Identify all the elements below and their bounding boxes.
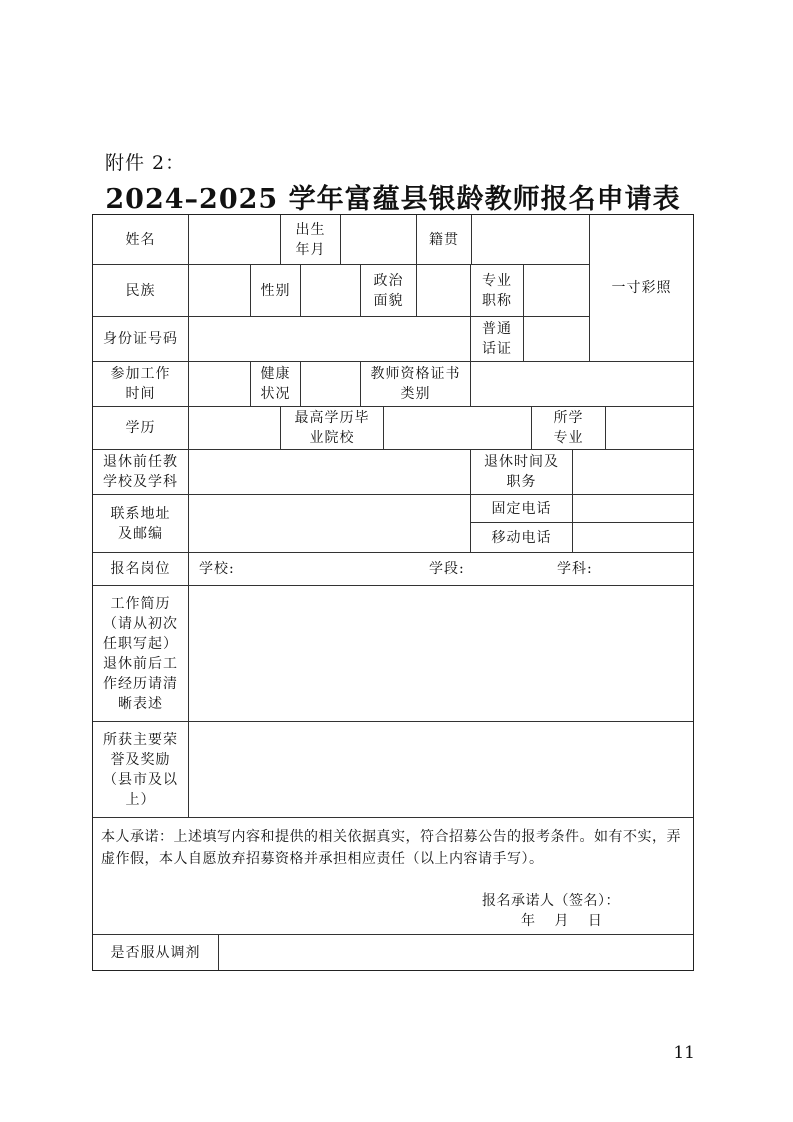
position-field[interactable]: [189, 553, 693, 586]
graduate-school-label: 最高学历毕 业院校: [281, 407, 384, 450]
page-title: 2024–2025 学年富蕴县银龄教师报名申请表: [105, 184, 681, 215]
ethnicity-label: 民族: [93, 265, 189, 317]
obey-adjust-label: 是否服从调剂: [93, 935, 219, 970]
professional-title-label: 专业 职称: [471, 265, 524, 317]
address-field[interactable]: [189, 495, 471, 553]
major-field[interactable]: [606, 407, 693, 450]
mobile-label: 移动电话: [471, 523, 573, 553]
mandarin-cert-label: 普通 话证: [471, 317, 524, 362]
teacher-cert-field[interactable]: [471, 362, 693, 407]
graduate-school-field[interactable]: [384, 407, 532, 450]
former-school-label: 退休前任教 学校及学科: [93, 450, 189, 495]
education-field[interactable]: [189, 407, 281, 450]
photo-box[interactable]: 一寸彩照: [590, 215, 693, 362]
gender-field[interactable]: [301, 265, 361, 317]
teacher-cert-label: 教师资格证书 类别: [361, 362, 471, 407]
position-label: 报名岗位: [93, 553, 189, 586]
honors-field[interactable]: [189, 722, 693, 818]
pledge-date-label: 年 月 日: [521, 913, 603, 929]
health-label: 健康 状况: [251, 362, 301, 407]
health-field[interactable]: [301, 362, 361, 407]
education-label: 学历: [93, 407, 189, 450]
id-number-label: 身份证号码: [93, 317, 189, 362]
birth-label: 出生 年月: [281, 215, 341, 265]
political-status-label: 政治 面貌: [361, 265, 417, 317]
name-field[interactable]: [189, 215, 281, 265]
ethnicity-field[interactable]: [189, 265, 251, 317]
application-form: [92, 214, 694, 971]
birth-field[interactable]: [341, 215, 417, 265]
professional-title-field[interactable]: [524, 265, 590, 317]
honors-label: 所获主要荣 誉及奖励 （县市及以 上）: [93, 722, 189, 818]
resume-field[interactable]: [189, 586, 693, 722]
stage-label: 学段:: [429, 561, 465, 577]
native-place-field[interactable]: [472, 215, 590, 265]
id-number-field[interactable]: [189, 317, 471, 362]
gender-label: 性别: [251, 265, 301, 317]
address-label: 联系地址 及邮编: [93, 495, 189, 553]
work-start-field[interactable]: [189, 362, 251, 407]
former-school-field[interactable]: [189, 450, 471, 495]
political-status-field[interactable]: [417, 265, 471, 317]
attachment-label: 附件 2：: [105, 152, 186, 174]
page-number: 11: [673, 1043, 695, 1063]
retire-time-label: 退休时间及 职务: [471, 450, 573, 495]
pledge-section: [93, 818, 693, 935]
pledge-signature-label: 报名承诺人（签名）：: [482, 893, 620, 909]
retire-time-field[interactable]: [573, 450, 693, 495]
pledge-text: 本人承诺：上述填写内容和提供的相关依据真实，符合招募公告的报考条件。如有不实，弄虚作假，本人自愿放弃招募资格并承担相应责任（以上内容请手写）。: [101, 829, 681, 867]
native-place-label: 籍贯: [417, 215, 472, 265]
mandarin-cert-field[interactable]: [524, 317, 590, 362]
landline-field[interactable]: [573, 495, 693, 523]
major-label: 所学 专业: [532, 407, 606, 450]
work-start-label: 参加工作 时间: [93, 362, 189, 407]
name-label: 姓名: [93, 215, 189, 265]
mobile-field[interactable]: [573, 523, 693, 553]
school-label: 学校:: [199, 561, 235, 577]
obey-adjust-field[interactable]: [219, 935, 693, 970]
subject-label: 学科:: [557, 561, 593, 577]
resume-label: 工作简历 （请从初次 任职写起） 退休前后工 作经历请清 晰表述: [93, 586, 189, 722]
landline-label: 固定电话: [471, 495, 573, 523]
